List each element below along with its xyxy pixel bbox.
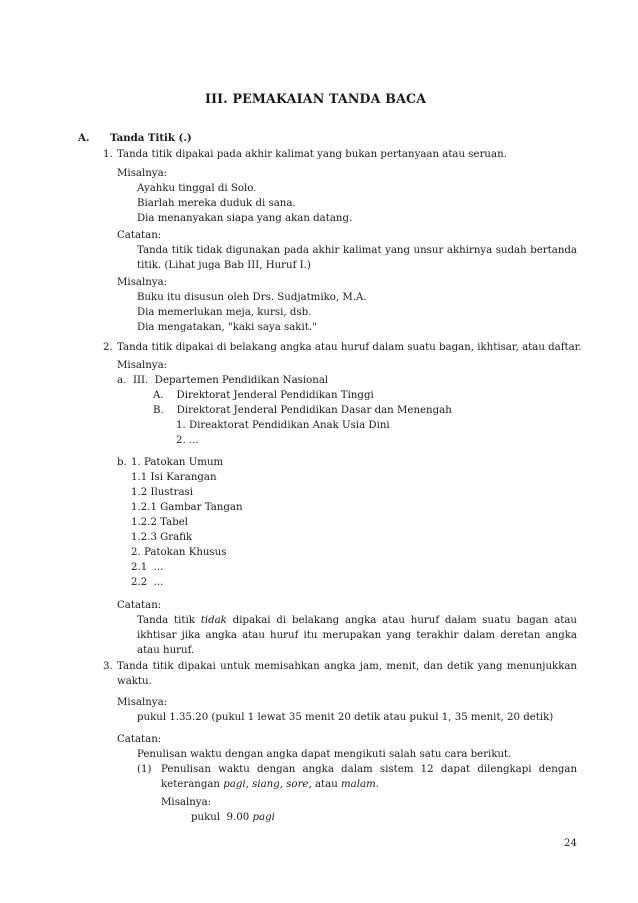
outline-line: 2.1 ... bbox=[131, 562, 164, 573]
outline-line: B. Direktorat Jenderal Pendidikan Dasar dan Menengah bbox=[153, 405, 452, 416]
page-number: 24 bbox=[564, 838, 577, 849]
misalnya-label: Misalnya: bbox=[161, 797, 212, 808]
outline-line: 1.1 Isi Karangan bbox=[131, 472, 217, 483]
sub-text: atau bbox=[311, 779, 341, 790]
example-line: Dia mengatakan, "kaki saya sakit." bbox=[137, 322, 317, 333]
rule-text: Tanda titik dipakai di belakang angka atau huruf dalam suatu bagan, ikhtisar, atau daftar. bbox=[117, 342, 582, 353]
catatan-text: Tanda titik tidak digunakan pada akhir kalimat yang unsur akhirnya sudah bertanda bbox=[137, 245, 577, 256]
rule-text: Tanda titik dipakai pada akhir kalimat yang bukan pertanyaan atau seruan. bbox=[117, 149, 507, 160]
outline-line: 1. Patokan Umum bbox=[131, 457, 224, 468]
catatan-label: Catatan: bbox=[117, 230, 162, 241]
example-line: Dia memerlukan meja, kursi, dsb. bbox=[137, 307, 312, 318]
sub-text: Penulisan waktu dengan angka dalam sistem 12 dapat dilengkapi dengan bbox=[161, 764, 577, 775]
catatan-text: Tanda titik bbox=[137, 615, 201, 626]
catatan-text: dipakai di belakang angka atau huruf dalam suatu bagan atau ikhtisar jika angka atau huruf itu merupakan yang terakhir dalam deretan angka atau huruf. bbox=[137, 615, 577, 657]
misalnya-label: Misalnya: bbox=[117, 277, 168, 288]
example-line: Ayahku tinggal di Solo. bbox=[137, 183, 257, 194]
catatan-text: titik. (Lihat juga Bab III, Huruf I.) bbox=[137, 260, 311, 271]
list-label-a: a. bbox=[117, 375, 127, 386]
rule-number: 1. bbox=[103, 149, 113, 160]
example-line: pukul 1.35.20 (pukul 1 lewat 35 menit 20 detik atau pukul 1, 35 menit, 20 detik) bbox=[137, 712, 554, 723]
outline-line: III. Departemen Pendidikan Nasional bbox=[133, 375, 329, 386]
example-emphasis: pagi bbox=[252, 812, 275, 823]
catatan-emphasis: tidak bbox=[200, 615, 227, 626]
example-text: pukul 9.00 bbox=[191, 812, 253, 823]
outline-line: A. Direktorat Jenderal Pendidikan Tinggi bbox=[153, 390, 374, 401]
sub-emphasis: pagi, siang, sore, bbox=[223, 779, 312, 790]
outline-line: 1. Direaktorat Pendidikan Anak Usia Dini bbox=[176, 420, 390, 431]
catatan-text: Penulisan waktu dengan angka dapat mengikuti salah satu cara berikut. bbox=[137, 749, 512, 760]
section-letter: A. bbox=[78, 132, 90, 144]
misalnya-label: Misalnya: bbox=[117, 360, 168, 371]
misalnya-label: Misalnya: bbox=[117, 697, 168, 708]
outline-line: 2. Patokan Khusus bbox=[131, 547, 227, 558]
section-heading: Tanda Titik (.) bbox=[110, 132, 192, 144]
outline-line: 1.2.2 Tabel bbox=[131, 517, 189, 528]
catatan-label: Catatan: bbox=[117, 600, 162, 611]
outline-line: 2. ... bbox=[176, 435, 199, 446]
example-line: Biarlah mereka duduk di sana. bbox=[137, 198, 296, 209]
example-line bbox=[191, 810, 275, 825]
outline-line: 1.2 Ilustrasi bbox=[131, 487, 194, 498]
sub-number: (1) bbox=[137, 764, 152, 775]
page-title: III. PEMAKAIAN TANDA BACA bbox=[205, 91, 427, 106]
sub-text-line bbox=[161, 777, 379, 792]
example-line: Dia menanyakan siapa yang akan datang. bbox=[137, 213, 353, 224]
rule-text: Tanda titik dipakai untuk memisahkan angka jam, menit, dan detik yang menunjukkan waktu. bbox=[117, 661, 577, 688]
example-line: Buku itu disusun oleh Drs. Sudjatmiko, M.A. bbox=[137, 292, 367, 303]
outline-line: 2.2 ... bbox=[131, 577, 164, 588]
outline-line: 1.2.1 Gambar Tangan bbox=[131, 502, 243, 513]
catatan-paragraph bbox=[137, 613, 577, 659]
outline-line: 1.2.3 Grafik bbox=[131, 532, 193, 543]
sub-emphasis: malam. bbox=[341, 779, 379, 790]
rule-number: 3. bbox=[103, 661, 113, 672]
rule-number: 2. bbox=[103, 342, 113, 353]
sub-text: keterangan bbox=[161, 779, 224, 790]
list-label-b: b. bbox=[117, 457, 127, 468]
misalnya-label: Misalnya: bbox=[117, 168, 168, 179]
catatan-label: Catatan: bbox=[117, 734, 162, 745]
